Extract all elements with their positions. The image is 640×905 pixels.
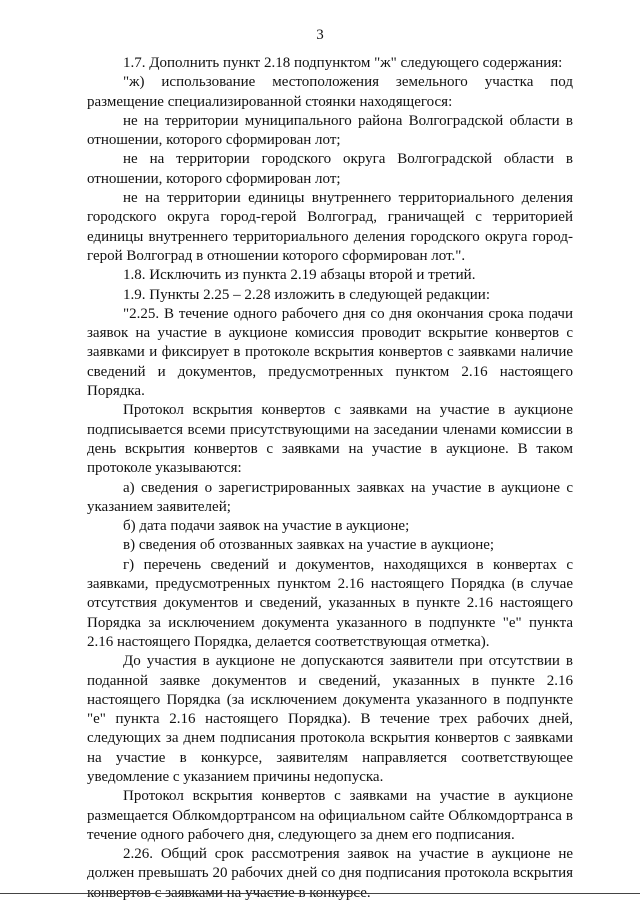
list-item-b: б) дата подачи заявок на участие в аукционе; [123, 518, 410, 535]
page-bottom-edge [0, 893, 640, 894]
paragraph-1-9: 1.9. Пункты 2.25 – 2.28 изложить в следующей редакции: [123, 286, 490, 303]
paragraph-1-7: 1.7. Дополнить пункт 2.18 подпунктом "ж" следующего содержания: [123, 55, 563, 71]
paragraph-1-8: 1.8. Исключить из пункта 2.19 абзацы второй и третий. [123, 267, 476, 284]
page-number: 3 [316, 27, 324, 43]
list-item-a: а) сведения о зарегистрированных заявках на участие в аукционе с указанием заявителей; [87, 479, 573, 515]
paragraph-municipal-district: не на территории муниципального района Волгоградской области в отношении, которого сформирован лот; [87, 112, 573, 149]
paragraph-protocol-publication: Протокол вскрытия конвертов с заявками на участие в аукционе размещается Облкомдортрансом на официальном сайте Облкомдортранса в течение одного рабочего дня, следующего за днем его подписания. [87, 788, 573, 843]
paragraph-protocol-signing: Протокол вскрытия конвертов с заявками на участие в аукционе подписывается всеми присутствующими на заседании членами комиссии в день вскрытия конвертов с заявками на участие в аукционе. В таком протоколе указываются: [87, 402, 573, 477]
paragraph-territorial-unit: не на территории единицы внутреннего территориального деления городского округа город-герой Волгоград, граничащей с территорией единицы внутреннего территориального деления городского округа город-герой Волгоград в отношении которого сформирован лот.". [87, 190, 573, 264]
paragraph-city-district: не на территории городского округа Волгоградской области в отношении, которого сформирован лот; [87, 151, 573, 187]
paragraph-zh-intro: "ж) использование местоположения земельного участка под размещение специализированной стоянки находящегося: [87, 74, 573, 110]
document-body [87, 54, 573, 903]
list-item-v: в) сведения об отозванных заявках на участие в аукционе; [123, 537, 495, 554]
paragraph-2-25: "2.25. В течение одного рабочего дня со дня окончания срока подачи заявок на участие в аукционе комиссия проводит вскрытие конвертов с заявками и фиксирует в протоколе вскрытия конвертов с заявками наличие сведений и документов, предусмотренных пунктом 2.16 настоящего Порядка. [87, 305, 573, 400]
paragraph-admission: До участия в аукционе не допускаются заявители при отсутствии в поданной заявке документов и сведений, указанных в пункте 2.16 настоящего Порядка (за исключением документа указанного в подпункте "е" пункта 2.16 настоящего Порядка). В течение трех рабочих дней, следующих за днем подписания протокола вскрытия конвертов с заявками на участие в конкурсе, заявителям направляется соответствующее уведомление с указанием причины недопуска. [87, 653, 573, 785]
paragraph-2-26: 2.26. Общий срок рассмотрения заявок на участие в аукционе не должен превышать 20 рабочих дней со дня подписания протокола вскрытия конвертов с заявками на участие в конкурсе. [87, 846, 573, 901]
list-item-g: г) перечень сведений и документов, находящихся в конвертах с заявками, предусмотренных пунктом 2.16 настоящего Порядка (в случае отсутствия документов и сведений, указанных в пункте 2.16 настоящего Порядка за исключением документа указанного в подпункте "е" пункта 2.16 настоящего Порядка, делается соответствующая отметка). [87, 556, 573, 650]
